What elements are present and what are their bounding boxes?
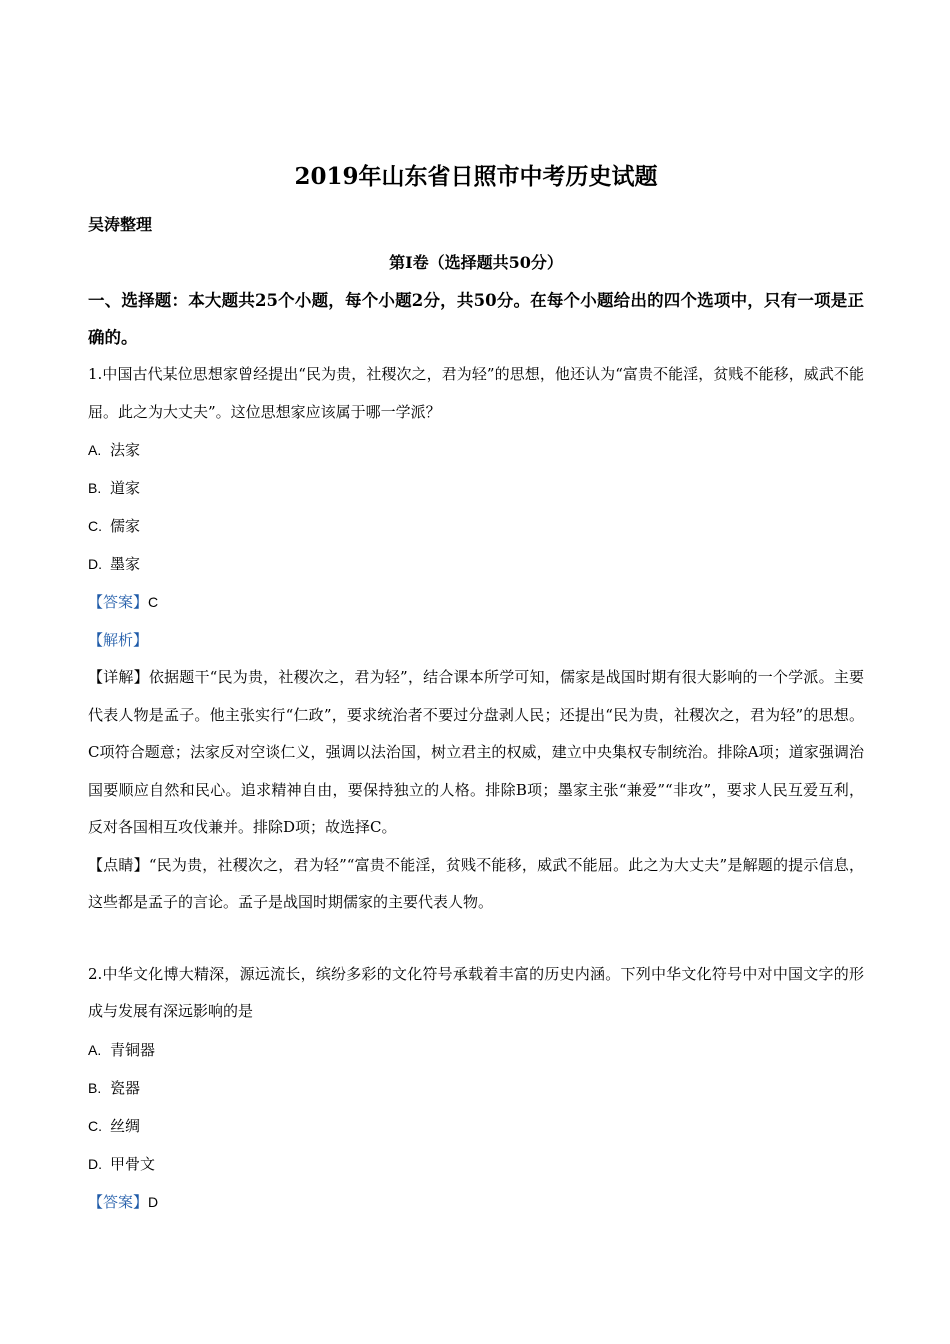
option-text: 青铜器 xyxy=(110,1040,156,1059)
question-1-option-c xyxy=(88,507,864,545)
detail-text: 依据题干“民为贵，社稷次之，君为轻”，结合课本所学可知，儒家是战国时期有很大影响的一个学派。主要代表人物是孟子。他主张实行“仁政”，要求统治者不要过分盘剥人民；还提出“民为贵，社稷次之，君为轻”的思想。C项符合题意；法家反对空谈仁义，强调以法治国，树立君主的权威，建立中央集权专制统治。排除A项；道家强调治国要顺应自然和民心。追求精神自由，要保持独立的人格。排除B项；墨家主张“兼爱”“非攻”，要求人民互爱互利，反对各国相互攻伐兼并。排除D项；故选择C。 xyxy=(88,668,864,836)
question-2-stem: 2.中华文化博大精深，源远流长，缤纷多彩的文化符号承载着丰富的历史内涵。下列中华文化符号中对中国文字的形成与发展有深远影响的是 xyxy=(88,964,864,1020)
question-2-option-c xyxy=(88,1107,864,1145)
option-text: 道家 xyxy=(110,479,141,497)
option-text: 瓷器 xyxy=(110,1078,141,1097)
option-text: 甲骨文 xyxy=(110,1154,156,1173)
question-2-option-b xyxy=(88,1069,864,1107)
option-letter: D. xyxy=(88,556,102,572)
option-letter: D. xyxy=(88,1155,102,1172)
option-text: 儒家 xyxy=(110,517,141,535)
option-letter: C. xyxy=(88,518,102,534)
answer-value: D xyxy=(148,1193,159,1210)
option-letter: C. xyxy=(88,1117,102,1134)
author-line: 吴涛整理 xyxy=(88,215,153,234)
question-2-answer xyxy=(88,1183,864,1221)
option-letter: B. xyxy=(88,1079,102,1096)
question-2-option-a xyxy=(88,1031,864,1069)
spacer xyxy=(88,922,864,956)
document-title: 2019年山东省日照市中考历史试题 xyxy=(294,163,658,190)
document-page xyxy=(88,160,864,1221)
analysis-tag: 【解析】 xyxy=(88,631,149,649)
question-2-option-d xyxy=(88,1145,864,1183)
point-tag: 【点睛】 xyxy=(88,855,149,874)
option-text: 丝绸 xyxy=(110,1116,141,1135)
answer-tag: 【答案】 xyxy=(88,1192,149,1211)
question-1-point xyxy=(88,847,864,922)
question-1-analysis xyxy=(88,621,864,659)
option-letter: A. xyxy=(88,1041,102,1058)
option-letter: B. xyxy=(88,480,102,496)
answer-value: C xyxy=(148,594,159,610)
option-text: 墨家 xyxy=(110,555,141,573)
question-1-stem: 1.中国古代某位思想家曾经提出“民为贵，社稷次之，君为轻”的思想，他还认为“富贵不能淫，贫贱不能移，威武不能屈。此之为大丈夫”。这位思想家应该属于哪一学派？ xyxy=(88,365,864,421)
option-text: 法家 xyxy=(110,441,141,459)
point-text: “民为贵，社稷次之，君为轻”“富贵不能淫，贫贱不能移，威武不能屈。此之为大丈夫”是解题的提示信息，这些都是孟子的言论。孟子是战国时期儒家的主要代表人物。 xyxy=(88,855,864,911)
question-1-answer xyxy=(88,583,864,621)
instruction-text: 一、选择题：本大题共25个小题，每个小题2分，共50分。在每个小题给出的四个选项中，只有一项是正确的。 xyxy=(88,291,864,347)
section-heading: 第Ⅰ卷（选择题共50分） xyxy=(389,253,563,272)
question-1-option-b xyxy=(88,469,864,507)
question-1-option-d xyxy=(88,545,864,583)
option-letter: A. xyxy=(88,442,102,458)
question-1-detail xyxy=(88,659,864,847)
question-1-option-a xyxy=(88,431,864,469)
detail-tag: 【详解】 xyxy=(88,668,149,686)
answer-tag: 【答案】 xyxy=(88,593,149,611)
